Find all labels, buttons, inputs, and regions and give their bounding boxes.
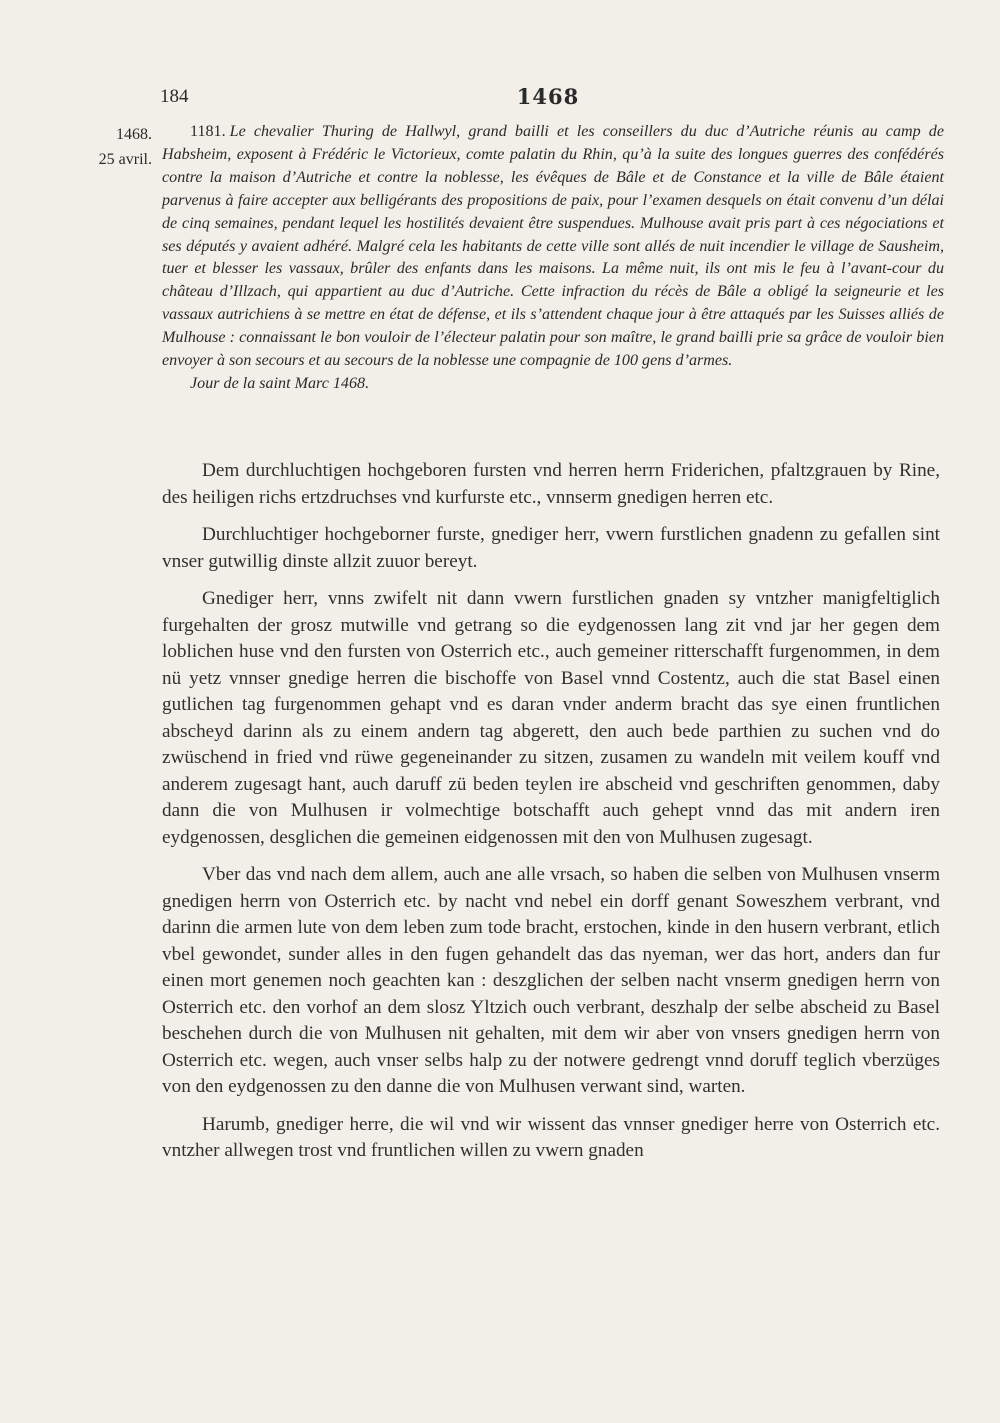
page-year-heading: 1468: [516, 84, 580, 109]
summary-text: Le chevalier Thuring de Hallwyl, grand bailli et les conseillers du duc d’Autriche réunis au camp de Habsheim, exposent à Frédéric le Victorieux, comte palatin du Rhin, qu’à la suite des longues guerres des confédérés contre la maison d’Autriche et contre la noblesse, les évêques de Bâle et de Constance et la ville de Bâle étaient parvenus à faire accepter aux belligérants des propositions de paix, pour l’examen desquels on était convenu d’un délai de cinq semaines, pendant lequel les hostilités devaient être suspendues. Mulhouse avait pris part à ces négociations et ses députés y avaient adhéré. Malgré cela les habitants de cette ville sont allés de nuit incendier le village de Sausheim, tuer et blesser les vassaux, brûler des enfants dans les maisons. La même nuit, ils ont mis le feu à l’avant-cour du château d’Illzach, qui appartient au duc d’Autriche. Cette infraction du récès de Bâle a obligé la seigneurie et les vassaux autrichiens à se mettre en état de défense, et ils s’attendent chaque jour à être attaqués par les Suisses alliés de Mulhouse : connaissant le bon vouloir de l’électeur palatin pour son maître, le grand bailli prie sa grâce de vouloir bien envoyer à son secours et au secours de la noblesse une compagnie de 100 gens d’armes.: [162, 123, 944, 370]
margin-year: 1468.: [116, 126, 152, 143]
body-paragraph: Dem durchluchtigen hochgeboren fursten vnd herren herrn Friderichen, pfaltzgrauen by Rine, des heiligen richs ertzdruchses vnd kurfurste etc., vnnserm gnedigen herren etc.: [162, 460, 940, 508]
document-summary: [162, 121, 944, 396]
margin-date: [86, 122, 152, 172]
document-number: 1181.: [190, 123, 226, 140]
margin-day: 25 avril.: [98, 151, 152, 168]
body-paragraph: Durchluchtiger hochgeborner furste, gnediger herr, vwern furstlichen gnadenn zu gefallen sint vnser gutwillig dinste allzit zuuor bereyt.: [162, 524, 940, 572]
body-paragraph: Vber das vnd nach dem allem, auch ane alle vrsach, so haben die selben von Mulhusen vnserm gnedigen herrn von Osterrich etc. by nacht vnd nebel ein dorff genant Soweszhem verbrant, vnd darinn die armen lute von dem leben zum tode bracht, erstochen, kinde in den husern verbrant, etlich vbel gewondet, sunder alles in den fugen gehandelt das das nyeman, wer das hort, anders dan fur einen mort genemen noch geachten kan : deszglichen der selben nacht vnserm gnedigen herrn von Osterrich etc. den vorhof an dem slosz Yltzich ouch verbrant, deszhalp der selbe abscheid zu Basel beschehen durch die von Mulhusen nit gehalten, mit dem wir aber von vnsers gnedigen herrn von Osterrich etc. wegen, auch vnser selbs halp zu der notwere gedrengt vnnd doruff teglich vberzüges von den eydgenossen zu den danne die von Mulhusen verwant sind, warten.: [162, 864, 940, 1097]
summary-dateline: Jour de la saint Marc 1468.: [190, 374, 370, 392]
page-number: 184: [160, 86, 189, 107]
body-paragraph: Harumb, gnediger herre, die wil vnd wir wissent das vnnser gnediger herre von Osterrich etc. vntzher allwegen trost vnd fruntlichen willen zu vwern gnaden: [162, 1113, 940, 1161]
document-body: [162, 458, 940, 1176]
body-paragraph: Gnediger herr, vnns zwifelt nit dann vwern furstlichen gnaden sy vntzher manigfeltiglich furgehalten der grosz mutwille vnd getrang so die eydgenossen lang zit vnd jar her gegen dem loblichen huse vnd den fursten von Osterrich etc., auch gemeiner ritterschafft furgenommen, in dem nü yetz vnnser gnedige herren die bischoffe von Basel vnnd Costentz, auch die stat Basel einen gutlichen tag furgenommen gehapt vnd es daran vnder anderm bracht das sye einen fruntlichen abscheyd darinn als zu einem andern tag abgerett, den auch bede parthien zu suchen vnd do zwüschend in fried vnd rüwe gegeneinander zu sitzen, zusamen zu wandeln mit veilem kouff vnd anderem zugesagt hant, auch daruff zü beden teylen ire abscheid vnd geschriften genommen, daby dann die von Mulhusen ir volmechtige botschafft auch gehept vnnd das mit andern iren eydgenossen, desglichen die gemeinen eidgenossen mit den von Mulhusen zugesagt.: [162, 588, 940, 848]
